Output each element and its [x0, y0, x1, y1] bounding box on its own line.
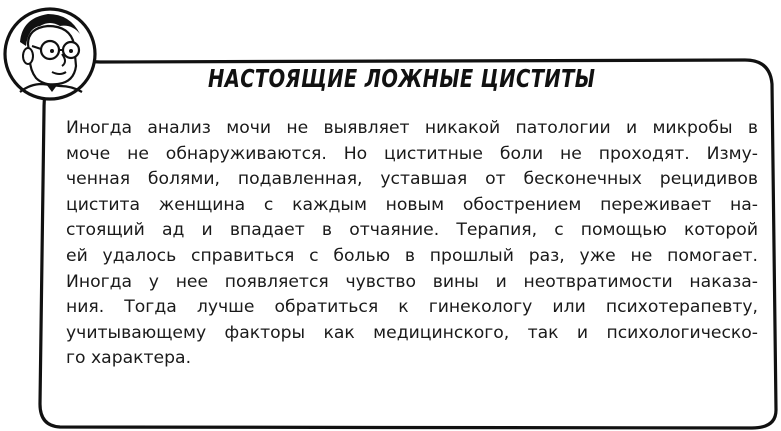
box-heading: НАСТОЯЩИЕ ЛОЖНЫЕ ЦИСТИТЫ: [208, 64, 596, 93]
text-line: го характера.: [66, 348, 192, 369]
text-line: цистита женщина с каждым новым обострением переживает на-: [66, 194, 758, 215]
text-line: Иногда анализ мочи не выявляет никакой патологии и микробы в: [66, 118, 758, 138]
text-line: ния. Тогда лучше обратиться к гинекологу или психотерапевту,: [66, 297, 758, 318]
text-line: Иногда у нее появляется чувство вины и неотвратимости наказа-: [66, 271, 758, 292]
body-text: [66, 116, 758, 372]
text-line: ей удалось справиться с болью в прошлый раз, уже не помогает.: [66, 245, 758, 266]
text-line: моче не обнаруживаются. Но циститные боли не проходят. Изму-: [66, 143, 758, 164]
text-line: учитывающему факторы как медицинского, так и психологическо-: [66, 322, 758, 343]
text-line: стоящий ад и впадает в отчаяние. Терапия, с помощью которой: [66, 220, 758, 241]
text-line: ченная болями, подавленная, уставшая от бесконечных рецидивов: [66, 169, 758, 190]
doctor-with-glasses-icon: [5, 9, 95, 99]
